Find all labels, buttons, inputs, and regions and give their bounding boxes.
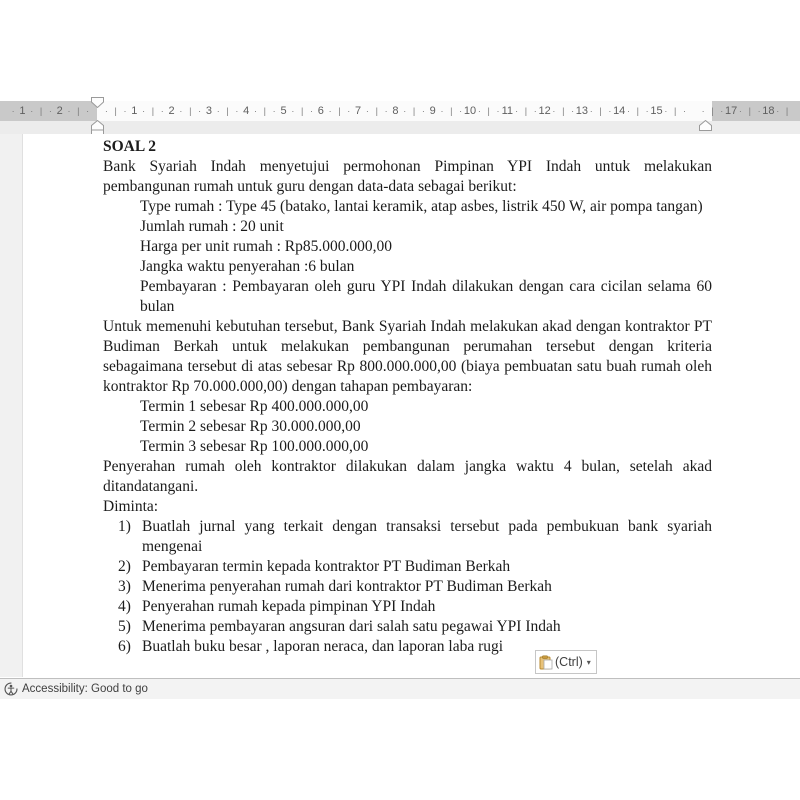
ruler-number: 6 [317,105,324,117]
ruler-tick-mark: · [459,106,463,116]
list-item: 3) Menerima penyerahan rumah dari kontraktor PT Budiman Berkah [118,578,552,595]
ruler-tick-mark: · [664,106,668,116]
ruler-tick-mark: · [86,106,90,116]
paragraph: Termin 1 sebesar Rp 400.000.000,00 [140,398,369,415]
ruler-tick-mark: · [365,106,369,116]
paragraph: Pembayaran : Pembayaran oleh guru YPI Indah dilakukan dengan cara cicilan selama 60 bulan [140,278,712,315]
ruler-tick-mark: | [785,106,789,116]
ruler-tick-mark: | [39,106,43,116]
ruler-number: 1 [131,105,138,117]
list-item: 5) Menerima pembayaran angsuran dari salah satu pegawai YPI Indah [118,618,561,635]
ruler-tick-mark: · [291,106,295,116]
ruler-tick-mark: | [300,106,304,116]
paragraph: Type rumah : Type 45 (batako, lantai keramik, atap asbes, listrik 450 W, air pompa tangan) [140,198,703,215]
ruler-tick-mark: | [748,106,751,116]
ruler-tick-mark: | [524,106,528,116]
ruler-number: 15 [650,105,663,117]
accessibility-status[interactable] [4,682,148,696]
ruler-tick-mark: | [412,106,416,116]
ruler-number: 5 [280,105,287,117]
list-item: 2) Pembayaran termin kepada kontraktor PT Budiman Berkah [118,558,511,575]
ruler-tick-mark: · [104,106,108,116]
ruler-tick-mark: · [589,106,593,116]
ruler-number: 7 [355,105,362,117]
ruler-tick-mark: · [608,106,612,116]
ruler-tick-mark: · [198,106,202,116]
ruler-tick-mark: · [515,106,519,116]
ruler-tick-mark: | [636,106,640,116]
list-number: 2) [118,558,131,575]
ruler-tick-mark: · [627,106,631,116]
ruler-tick-mark: · [496,106,500,116]
page-left-gutter [0,134,23,677]
ruler-tick-mark: | [338,106,341,116]
ruler-tick-mark: · [179,106,183,116]
ruler-tick-mark: | [487,106,490,116]
ruler-tick-mark: · [720,106,724,116]
list-item: 6) Buatlah buku besar , laporan neraca, dan laporan laba rugi [118,638,504,655]
ruler-number: 2 [56,105,63,117]
ruler-tick-mark: · [30,106,34,116]
ruler-tick-mark: · [403,106,407,116]
paragraph: Termin 3 sebesar Rp 100.000.000,00 [140,438,369,455]
horizontal-ruler[interactable] [0,101,800,134]
ruler-tick-mark: | [711,106,714,116]
list-number: 1) [118,518,131,535]
list-item: 4) Penyerahan rumah kepada pimpinan YPI Indah [118,598,436,615]
ruler-tick-mark: · [328,106,332,116]
ruler-number: 4 [243,105,250,117]
ruler-lower-band [0,121,800,134]
ruler-scale [0,101,800,121]
ruler-tick-mark: · [272,106,276,116]
ruler-tick-mark: · [309,106,313,116]
ruler-tick-mark: · [682,106,686,116]
ruler-number: 12 [538,105,551,117]
status-bar [0,678,800,699]
ruler-tick-mark: · [123,106,127,116]
ruler-tick-mark: · [701,106,705,116]
chevron-down-icon: ▾ [586,657,591,667]
ruler-number: 9 [429,105,436,117]
ruler-number: 3 [205,105,212,117]
ruler-tick-mark: | [562,106,565,116]
ruler-tick-mark: · [254,106,258,116]
paragraph: Untuk memenuhi kebutuhan tersebut, Bank Syariah Indah melakukan akad dengan kontraktor PT Budiman Berkah untuk melakukan pembangunan perumahan tersebut dengan kriteria sebagaimana tersebut di atas sebesar Rp 800.000.000,00 (biaya pembuatan satu buah rumah oleh kontraktor Rp 70.000.000,00) dengan tahapan pembayaran: [103,318,712,395]
ruler-tick-mark: · [384,106,388,116]
ruler-tick-mark: · [738,106,742,116]
paragraph: Termin 2 sebesar Rp 30.000.000,00 [140,418,361,435]
ruler-tick-mark: | [450,106,453,116]
ruler-number: 11 [501,105,514,117]
ruler-number: 13 [575,105,589,117]
list-item: 1) Buatlah jurnal yang terkait dengan transaksi tersebut pada pembukuan bank syariah mengenai [118,518,712,555]
list-number: 3) [118,578,131,595]
document-body[interactable] [103,137,712,657]
ruler-tick-mark: · [48,106,52,116]
paragraph: Bank Syariah Indah menyetujui permohonan Pimpinan YPI Indah untuk melakukan pembangunan rumah untuk guru dengan data-data sebagai berikut: [103,158,712,195]
paragraph: Jangka waktu penyerahan :6 bulan [140,258,355,275]
right-indent-marker[interactable] [699,120,712,131]
ruler-tick-mark: | [263,106,267,116]
paragraph: Diminta: [103,498,159,515]
ruler-tick-mark: · [67,106,71,116]
ruler-number: 10 [463,105,477,117]
ruler-tick-mark: | [151,106,155,116]
ruler-tick-mark: | [189,106,192,116]
accessibility-status-label: Accessibility: Good to go [22,683,148,695]
ruler-tick-mark: | [77,106,80,116]
ruler-number: 2 [168,105,175,117]
ruler-tick-mark: · [235,106,239,116]
ruler-number: 17 [724,105,738,117]
ruler-number: 18 [762,105,775,117]
ruler-tick-mark: | [599,106,602,116]
ruler-tick-mark: · [571,106,575,116]
ruler-tick-mark: · [216,106,220,116]
paste-options-label: (Ctrl) [555,655,583,669]
paragraph: Harga per unit rumah : Rp85.000.000,00 [140,238,392,255]
ruler-tick-mark: · [533,106,537,116]
ruler-tick-mark: · [440,106,444,116]
ruler-tick-mark: · [347,106,351,116]
ruler-tick-mark: | [673,106,677,116]
ruler-number: 14 [613,105,626,117]
paragraph: Penyerahan rumah oleh kontraktor dilakukan dalam jangka waktu 4 bulan, setelah akad ditandatangani. [103,458,712,495]
ruler-tick-mark: | [226,106,229,116]
list-number: 5) [118,618,131,635]
clipboard-icon [539,655,553,670]
list-number: 6) [118,638,131,655]
ruler-tick-mark: | [375,106,378,116]
ruler-tick-mark: · [776,106,780,116]
ruler-tick-mark: · [160,106,164,116]
paste-options-button[interactable] [535,650,597,674]
ruler-tick-mark: · [421,106,425,116]
doc-heading: SOAL 2 [103,138,156,155]
ruler-tick-mark: · [757,106,761,116]
ruler-tick-mark: · [11,106,15,116]
accessibility-icon [4,682,18,696]
ruler-number: 1 [19,105,26,117]
ruler-tick-mark: | [114,106,117,116]
ruler-number: 8 [392,105,399,117]
ruler-tick-mark: · [552,106,556,116]
paragraph: Jumlah rumah : 20 unit [140,218,284,235]
ruler-tick-mark: · [142,106,146,116]
ruler-tick-mark: · [645,106,649,116]
list-number: 4) [118,598,131,615]
ruler-tick-mark: · [477,106,481,116]
first-line-indent-marker[interactable] [91,97,104,108]
